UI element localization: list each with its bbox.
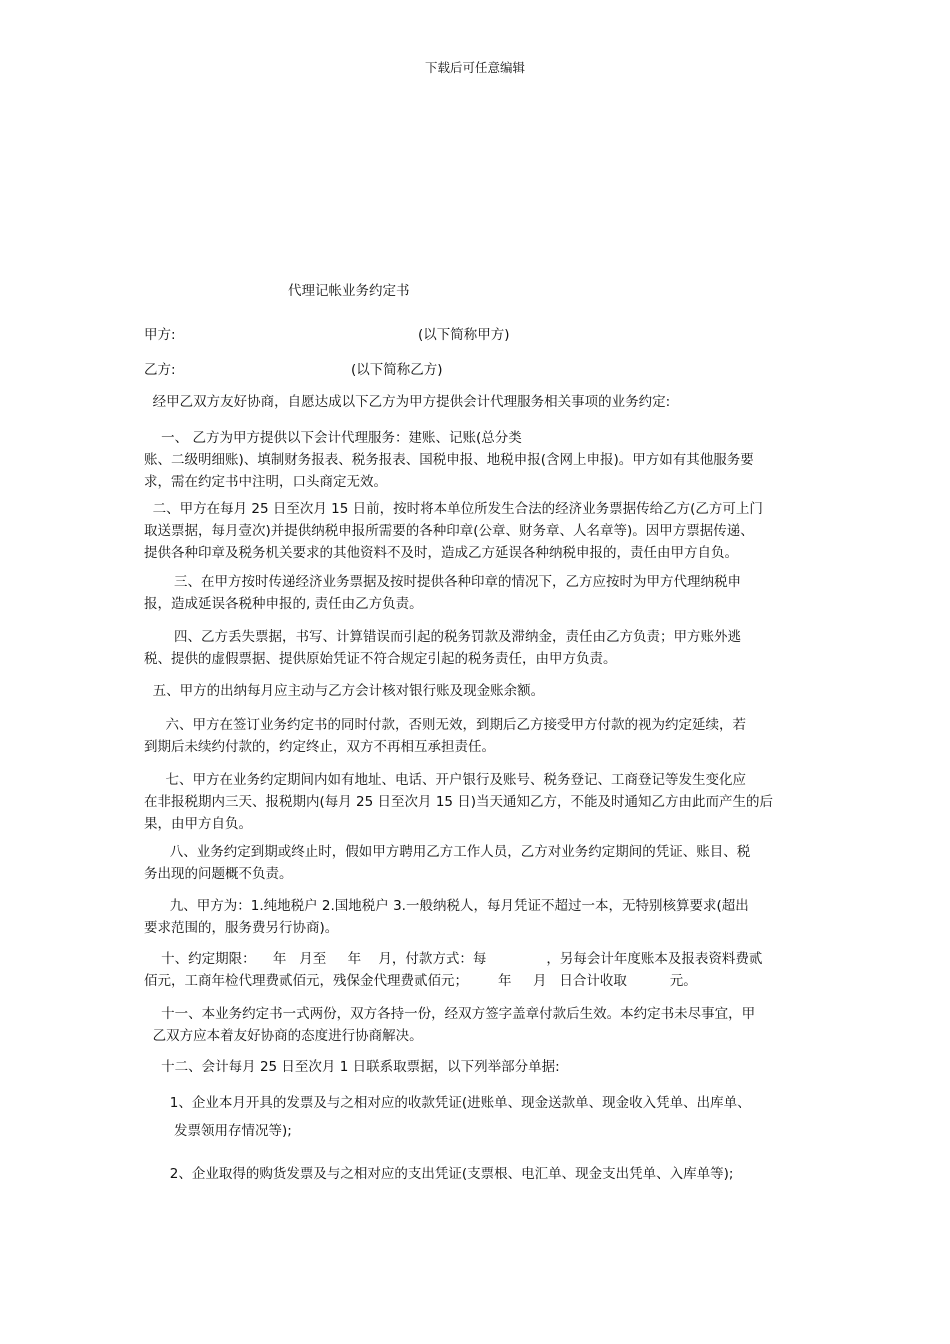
paragraph-line: 二、甲方在每月 25 日至次月 15 日前，按时将本单位所发生合法的经济业务票据传给乙方(乙方可上门 xyxy=(144,501,763,517)
paragraph-line: 发票领用存情况等); xyxy=(144,1123,292,1139)
paragraph-line: 十、约定期限： 年 月至 年 月，付款方式：每 ，另每会计年度账本及报表资料费贰 xyxy=(144,951,763,967)
paragraph-line: 五、甲方的出纳每月应主动与乙方会计核对银行账及现金账余额。 xyxy=(144,683,545,699)
clause-10 xyxy=(144,948,808,992)
paragraph-line: 提供各种印章及税务机关要求的其他资料不及时，造成乙方延误各种纳税申报的，责任由甲方自负。 xyxy=(144,545,738,561)
paragraph-line: 报，造成延误各税种申报的, 责任由乙方负责。 xyxy=(144,596,423,612)
paragraph-line: 取送票据，每月壹次)并提供纳税申报所需要的各种印章(公章、财务章、人名章等)。因甲方票据传递、 xyxy=(144,523,754,539)
clause-5 xyxy=(144,680,808,702)
party-b-label: 乙方: xyxy=(144,362,176,378)
party-a-line xyxy=(144,323,510,343)
list-item-1 xyxy=(144,1092,808,1114)
clause-8 xyxy=(144,841,808,885)
paragraph-line: 要求范围的，服务费另行协商)。 xyxy=(144,920,339,936)
paragraph-line: 务出现的问题概不负责。 xyxy=(144,866,293,882)
paragraph-line: 果，由甲方自负。 xyxy=(144,816,252,832)
clause-3 xyxy=(144,571,808,615)
clause-7 xyxy=(144,769,808,835)
paragraph-line: 账、二级明细账)、填制财务报表、税务报表、国税申报、地税申报(含网上申报)。甲方如有其他服务要 xyxy=(144,452,754,468)
paragraph-line: 一、 乙方为甲方提供以下会计代理服务：建账、记账(总分类 xyxy=(144,430,522,446)
paragraph-line: 到期后未续约付款的，约定终止，双方不再相互承担责任。 xyxy=(144,739,495,755)
paragraph-line: 求，需在约定书中注明，口头商定无效。 xyxy=(144,474,387,490)
paragraph-line: 在非报税期内三天、报税期内(每月 25 日至次月 15 日)当天通知乙方，不能及时通知乙方由此而产生的后 xyxy=(144,794,774,810)
paragraph-line: 税、提供的虚假票据、提供原始凭证不符合规定引起的税务责任，由甲方负责。 xyxy=(144,651,617,667)
party-a-note: (以下简称甲方) xyxy=(418,327,510,343)
intro-paragraph xyxy=(144,391,808,413)
paragraph-line: 乙双方应本着友好协商的态度进行协商解决。 xyxy=(144,1028,423,1044)
paragraph-line: 1、企业本月开具的发票及与之相对应的收款凭证(进账单、现金送款单、现金收入凭单、出库单、 xyxy=(144,1095,751,1111)
paragraph-line: 经甲乙双方友好协商，自愿达成以下乙方为甲方提供会计代理服务相关事项的业务约定: xyxy=(144,394,671,410)
list-item-1-continued xyxy=(144,1120,808,1142)
list-item-2 xyxy=(144,1163,808,1185)
clause-2 xyxy=(144,498,808,564)
party-b-line xyxy=(144,358,443,378)
paragraph-line: 十一、本业务约定书一式两份，双方各持一份，经双方签字盖章付款后生效。本约定书未尽事宜，甲 xyxy=(144,1006,756,1022)
clause-9 xyxy=(144,895,808,939)
clause-6 xyxy=(144,714,808,758)
clause-11 xyxy=(144,1003,808,1047)
paragraph-line: 七、甲方在业务约定期间内如有地址、电话、开户银行及账号、税务登记、工商登记等发生变化应 xyxy=(144,772,746,788)
page-header: 下载后可任意编辑 xyxy=(424,60,525,75)
paragraph-line: 2、企业取得的购货发票及与之相对应的支出凭证(支票根、电汇单、现金支出凭单、入库单等); xyxy=(144,1166,734,1182)
party-a-label: 甲方: xyxy=(144,327,176,343)
paragraph-line: 九、甲方为：1.纯地税户 2.国地税户 3.一般纳税人，每月凭证不超过一本，无特别核算要求(超出 xyxy=(144,898,749,914)
clause-1 xyxy=(144,427,808,493)
paragraph-line: 十二、会计每月 25 日至次月 1 日联系取票据，以下列举部分单据: xyxy=(144,1059,560,1075)
paragraph-line: 三、在甲方按时传递经济业务票据及按时提供各种印章的情况下，乙方应按时为甲方代理纳税申 xyxy=(144,574,742,590)
paragraph-line: 四、乙方丢失票据，书写、计算错误而引起的税务罚款及滞纳金，责任由乙方负责；甲方账外逃 xyxy=(144,629,742,645)
document-title: 代理记帐业务约定书 xyxy=(288,283,410,299)
clause-12 xyxy=(144,1056,808,1078)
party-b-note: (以下简称乙方) xyxy=(351,362,443,378)
paragraph-line: 六、甲方在签订业务约定书的同时付款，否则无效，到期后乙方接受甲方付款的视为约定延续，若 xyxy=(144,717,746,733)
clause-4 xyxy=(144,626,808,670)
paragraph-line: 佰元，工商年检代理费贰佰元，残保金代理费贰佰元； 年 月 日合计收取 元。 xyxy=(144,973,697,989)
paragraph-line: 八、业务约定到期或终止时，假如甲方聘用乙方工作人员，乙方对业务约定期间的凭证、账目、税 xyxy=(144,844,751,860)
